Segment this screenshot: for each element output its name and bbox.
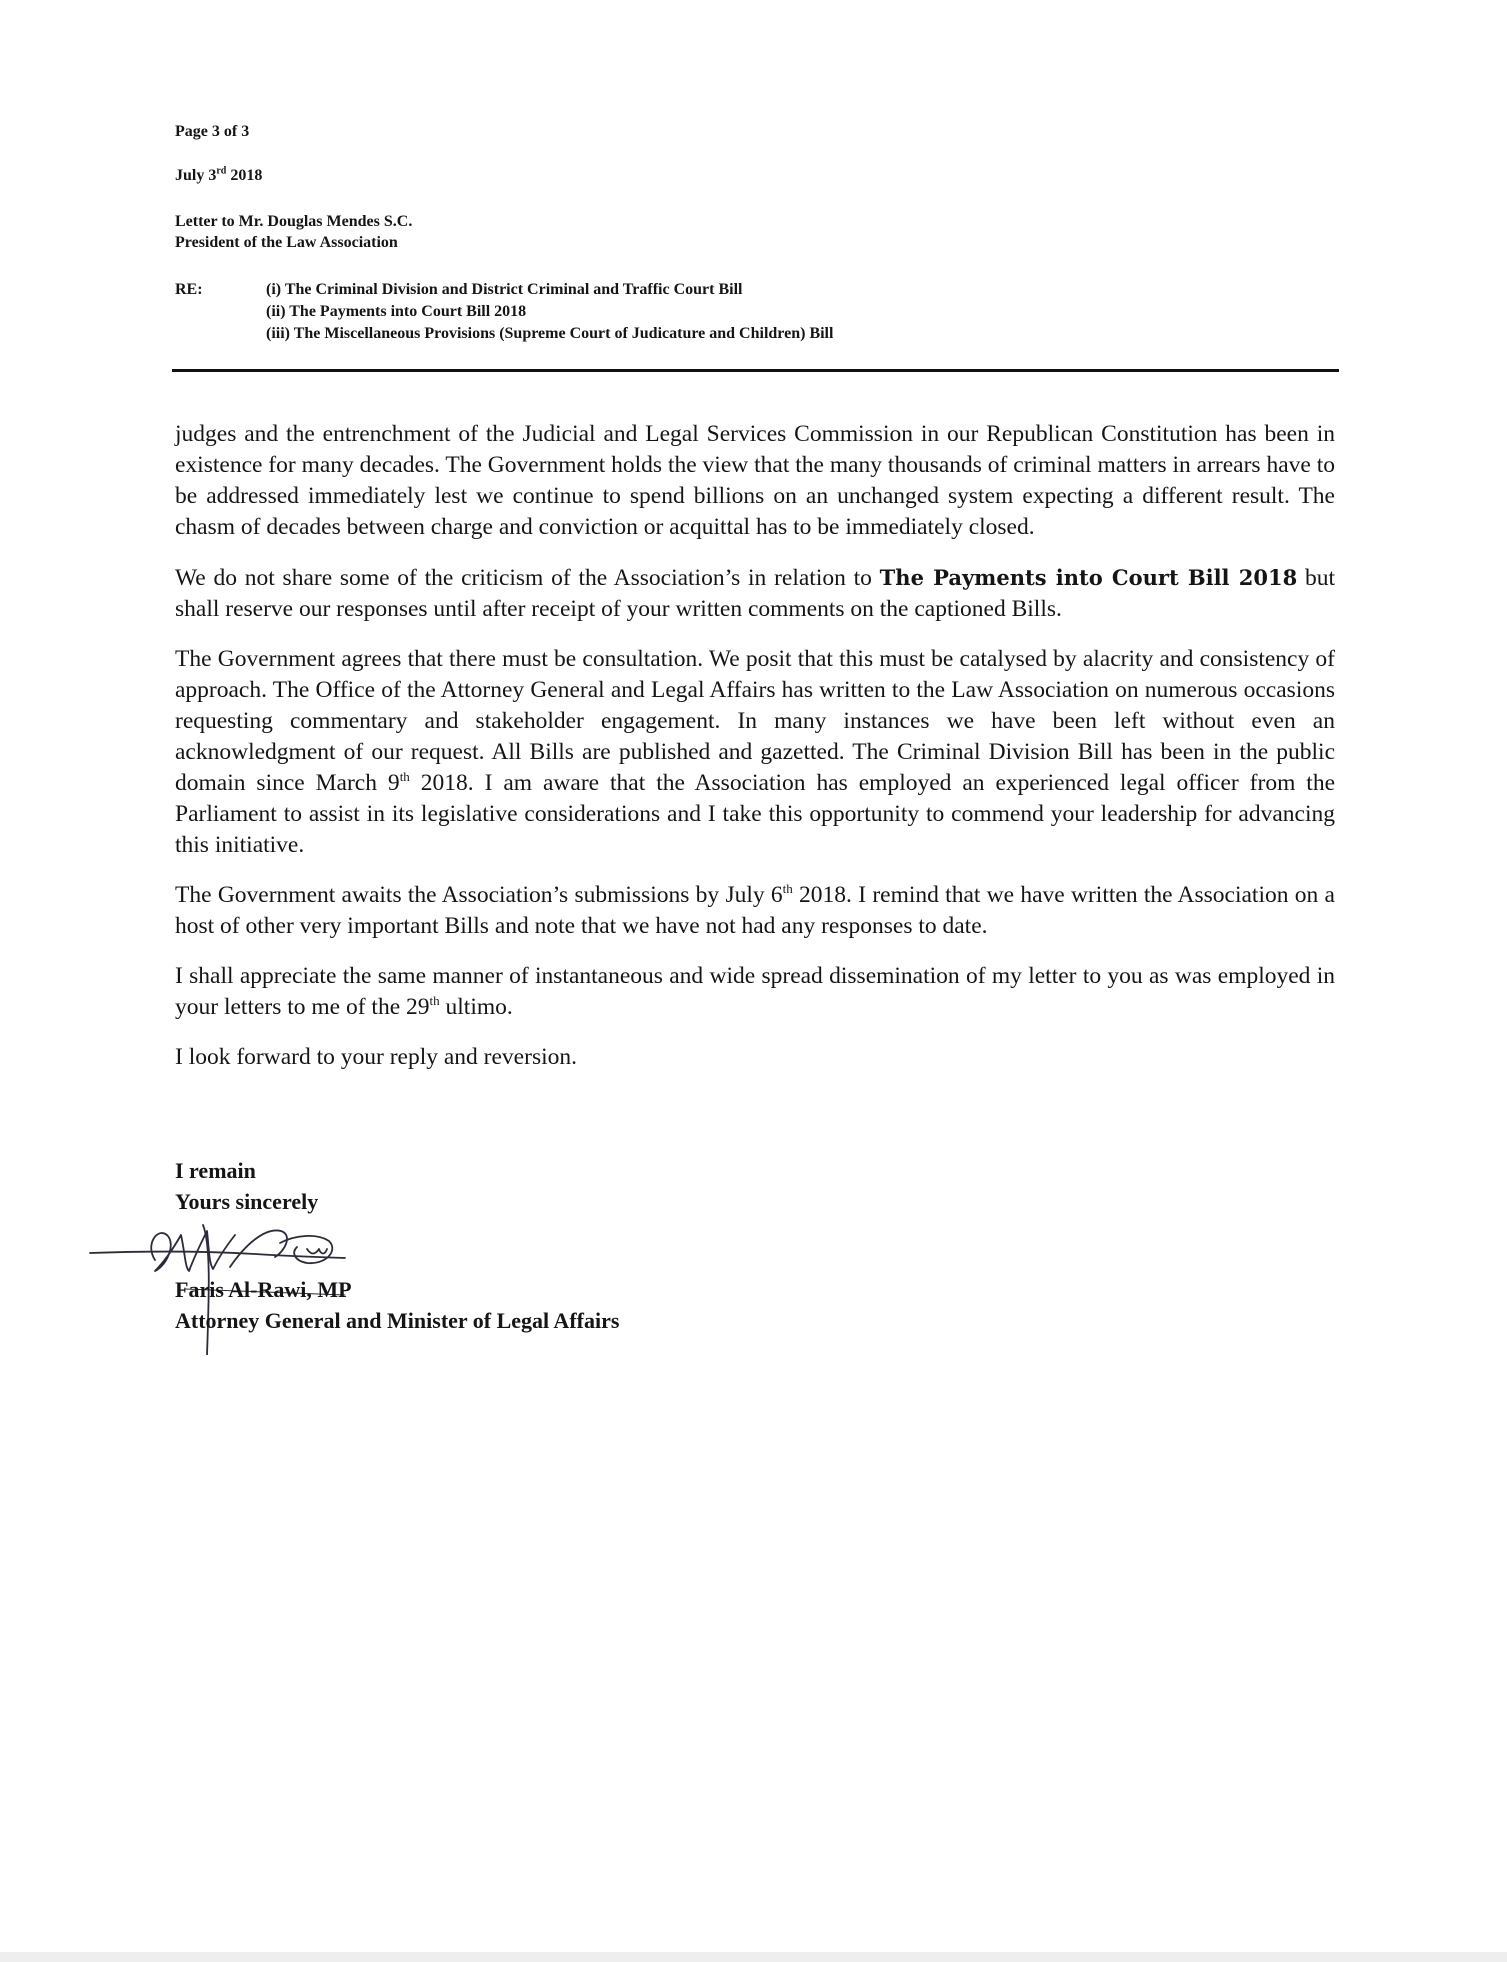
paragraph-3 xyxy=(175,644,1335,861)
letter-body xyxy=(175,419,1335,1092)
date-suffix: rd xyxy=(216,165,227,177)
signer-block xyxy=(175,1274,619,1336)
paragraph-2 xyxy=(175,562,1335,625)
recipient-title: President of the Law Association xyxy=(175,234,398,251)
paragraph-6: I look forward to your reply and reversion. xyxy=(175,1044,577,1070)
paragraph-1: judges and the entrenchment of the Judicial and Legal Services Commission in our Republican Constitution has been in existence for many decades. The Government holds the view that the many thousands of criminal matters in arrears have to be addressed immediately lest we continue to spend billions on an unchanged system expecting a different result. The chasm of decades between charge and conviction or acquittal has to be immediately closed. xyxy=(175,421,1335,540)
paragraph-5 xyxy=(175,961,1335,1023)
bill-name-bold: The Payments into Court Bill 2018 xyxy=(879,565,1298,590)
re-item: (i) The Criminal Division and District Criminal and Traffic Court Bill xyxy=(266,281,743,298)
paragraph-2-text: We do not share some of the criticism of the Association’s in relation to xyxy=(175,565,880,591)
paragraph-3-text: The Government agrees that there must be consultation. We posit that this must be catalysed by alacrity and consistency of approach. The Office of the Attorney General and Legal Affairs has written to the Law Association on numerous occasions requesting commentary and stakeholder engagement. In many instances we have been left without even an acknowledgment of our request. All Bills are published and gazetted. The Criminal Division Bill has been in the public domain since March 9 xyxy=(175,646,1335,796)
ordinal-suffix: th xyxy=(782,881,793,897)
letter-date xyxy=(175,166,262,186)
header-divider xyxy=(172,369,1339,372)
paragraph-3-text-end: 2018. I am aware that the Association has employed an experienced legal officer from the Parliament to assist in its legislative considerations and I take this opportunity to commend your leadership for advancing this initiative. xyxy=(175,770,1335,858)
paragraph-5-text-end: ultimo. xyxy=(439,994,513,1020)
paragraph-4-text: The Government awaits the Association’s submissions by July 6 xyxy=(175,882,783,908)
re-item: (iii) The Miscellaneous Provisions (Supreme Court of Judicature and Children) Bill xyxy=(266,325,834,342)
page-bottom-edge xyxy=(0,1952,1507,1962)
signer-name: Faris Al-Rawi, MP xyxy=(175,1277,352,1302)
closing-line-1: I remain xyxy=(175,1158,256,1183)
closing-line-2: Yours sincerely xyxy=(175,1189,319,1214)
re-label: RE: xyxy=(175,281,203,298)
paragraph-4 xyxy=(175,880,1335,942)
paragraph-5-text: I shall appreciate the same manner of instantaneous and wide spread dissemination of my letter to you as was employed in your letters to me of the 29 xyxy=(175,963,1335,1020)
re-list xyxy=(266,279,833,345)
ordinal-suffix: th xyxy=(399,769,410,785)
letter-to: Letter to Mr. Douglas Mendes S.C. xyxy=(175,213,413,230)
page-number: Page 3 of 3 xyxy=(175,123,250,140)
re-item: (ii) The Payments into Court Bill 2018 xyxy=(266,303,527,320)
paragraph-2-text-end: but shall reserve our responses until after receipt of your written comments on the captioned Bills. xyxy=(175,565,1336,622)
signer-title: Attorney General and Minister of Legal Affairs xyxy=(175,1308,620,1333)
date-year: 2018 xyxy=(226,167,263,184)
paragraph-4-text-end: 2018. I remind that we have written the Association on a host of other very important Bills and note that we have not had any responses to date. xyxy=(175,882,1335,939)
ordinal-suffix: th xyxy=(429,993,440,1009)
date-prefix: July 3 xyxy=(175,167,217,184)
